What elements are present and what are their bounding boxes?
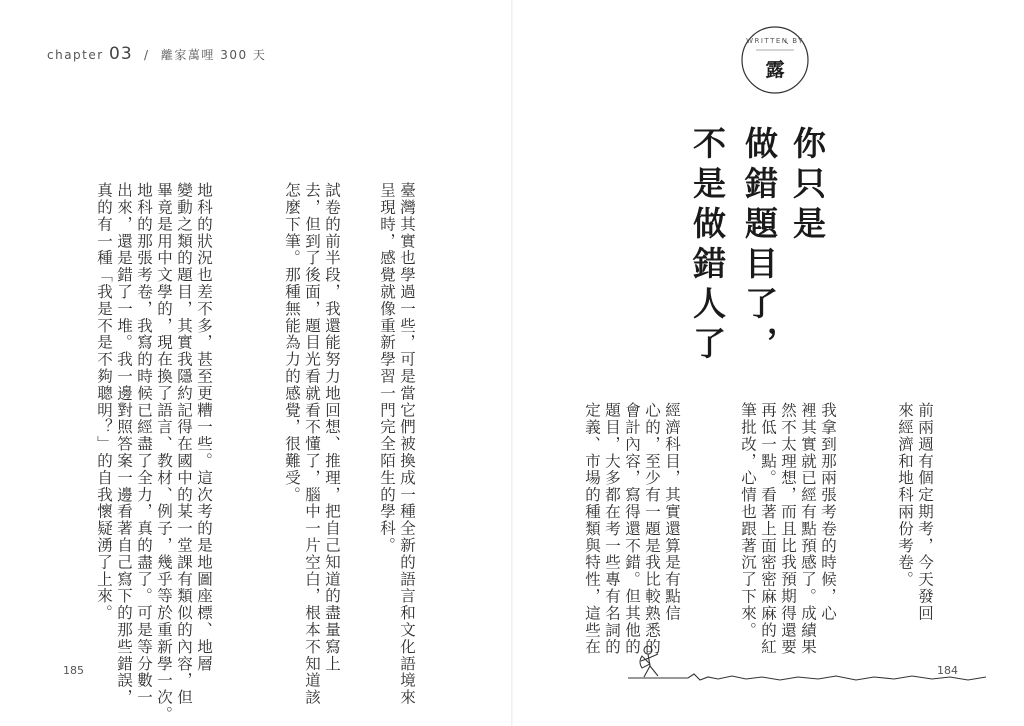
running-header <box>47 44 266 64</box>
title-line-3: 不是做錯人了 <box>688 126 727 366</box>
right-paragraph-3: 經濟科目，其實還算是有點信 心的，至少有一題是我比較熟悉的 會計內容，寫得還不錯。但其他的 題目，大多都在考一些專有名詞的 定義、市場的種類與特性，這些在 <box>583 402 681 656</box>
right-paragraph-1: 前兩週有個定期考，今天發回 來經濟和地科兩份考卷。 <box>896 402 934 622</box>
chapter-word: chapter <box>47 48 104 62</box>
walking-figure-illustration <box>628 628 988 690</box>
chapter-number: 03 <box>109 44 133 64</box>
badge-label: WRITTEN BY <box>746 37 804 45</box>
title-line-2: 做錯題目了， <box>740 126 779 366</box>
right-paragraph-2: 我拿到那兩張考卷的時候，心 裡其實就已經有點預感了。成績果 然不太理想，而且比我預期得還要 再低一點。看著上面密密麻麻的紅 筆批改，心情也跟著沉了下來。 <box>739 402 837 656</box>
page-gutter <box>511 0 513 726</box>
left-page-number: 185 <box>63 664 84 677</box>
right-page-number: 184 <box>937 664 958 677</box>
badge-author-char: 露 <box>765 59 785 81</box>
title-line-1: 你只是 <box>788 126 827 246</box>
left-paragraph-2: 試卷的前半段，我還能努力地回想、推理，把自己知道的盡量寫上 去，但到了後面，題目光看就看不懂了，腦中一片空白，根本不知道該 怎麼下筆。那種無能為力的感覺，很難受。 <box>283 182 341 706</box>
left-paragraph-1: 臺灣其實也學過一些，可是當它們被換成一種全新的語言和文化語境來 呈現時，感覺就像重新學習一門完全陌生的學科。 <box>378 182 416 706</box>
left-paragraph-3: 地科的狀況也差不多，甚至更糟一些。這次考的是地圖座標、地層 變動之類的題目，其實我隱約記得在國中的某一堂課有類似的內容，但 畢竟是用中文學的，現在換了語言、教材、例子，幾乎等於重新學一次。 地科的那張考卷，我寫的時候已經盡了全力，真的盡了。可是等分數一 出來，還是錯了一堆。我一邊對照答案一邊看著自己寫下的那些錯誤， 真的有一種「我是不是不夠聰明？」的自我懷疑湧了上來。 <box>95 182 213 723</box>
chapter-title: 離家萬哩 300 天 <box>160 48 267 62</box>
header-separator: / <box>144 48 150 62</box>
